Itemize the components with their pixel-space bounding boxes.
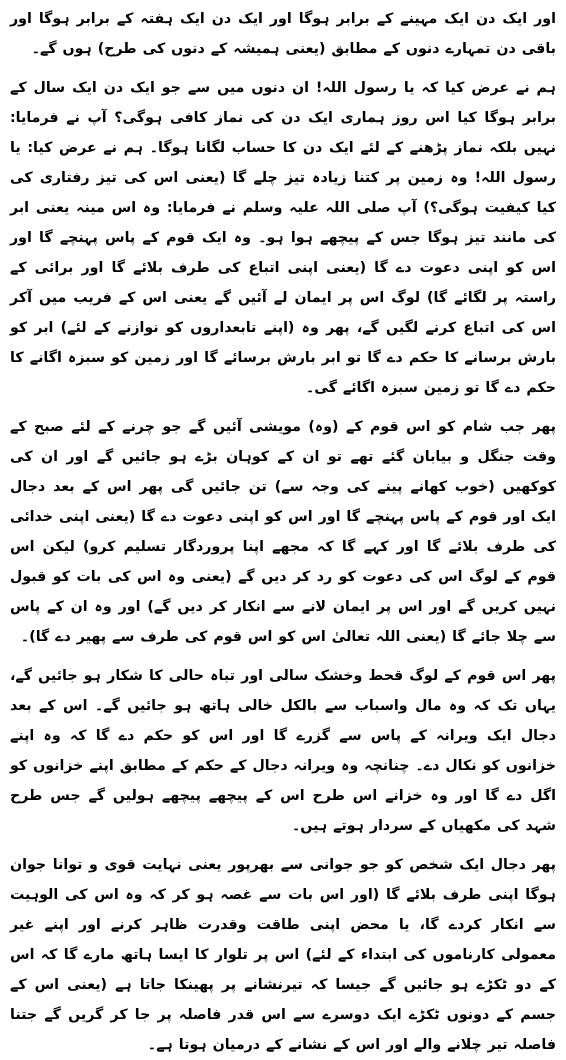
paragraph-1: اور ایک دن ایک مہینے کے برابر ہوگا اور ایک دن ایک ہفتہ کے برابر ہوگا اور باقی دن تمہارے دنوں کے مطابق (یعنی ہمیشہ کے دنوں کی طرح) ہوں گے۔ bbox=[10, 11, 556, 57]
paragraph-2: ہم نے عرض کیا کہ یا رسول اللہ! ان دنوں میں سے جو ایک دن ایک سال کے برابر ہوگا کیا اس روز ہماری ایک دن کی نماز کافی ہوگی؟ آپ نے فرمایا: نہیں بلکہ نماز پڑھنے کے لئے ایک دن کا حساب لگانا ہوگا۔ ہم نے عرض کیا: یا رسول اللہ! وہ زمین پر کتنا زیادہ تیز چلے گا (یعنی اس کی تیز رفتاری کی کیا کیفیت ہوگی؟) آپ صلی اللہ علیہ وسلم نے فرمایا: وہ اس مینہ یعنی ابر کی مانند تیز ہوگا جس کے پیچھے ہوا ہو۔ وہ ایک قوم کے پاس پہنچے گا اور اس کو اپنی دعوت دے گا (یعنی اپنی اتباع کی طرف بلائے گا اور برائی کے راستہ پر لگائے گا) لوگ اس پر ایمان لے آئیں گے یعنی اس کے فریب میں آکر اس کی اتباع کرنے لگیں گے، پھر وہ (اپنے تابعداروں کو نوازنے کے لئے) ابر کو بارش برسانے کا حکم دے گا تو ابر بارش برسائے گا اور زمین کو سبزہ اگانے کا حکم دے گا تو زمین سبزہ اگائے گی۔ bbox=[10, 80, 556, 396]
paragraph-3: پھر جب شام کو اس قوم کے (وہ) مویشی آئیں گے جو چرنے کے لئے صبح کے وقت جنگل و بیابان گئے تھے تو ان کے کوہان بڑے ہو جائیں گے اور ان کی کوکھیں (خوب کھانے پینے کی وجہ سے) تن جائیں گی پھر اس کے بعد دجال ایک اور قوم کے پاس پہنچے گا اور اس کو اپنی دعوت دے گا (یعنی اپنی خدائی کی طرف بلائے گا اور کہے گا کہ مجھے اپنا پروردگار تسلیم کرو) لیکن اس قوم کے لوگ اس کی دعوت کو رد کر دیں گے (یعنی وہ اس کی بات کو قبول نہیں کریں گے اور اس پر ایمان لانے سے انکار کر دیں گے) اور وہ ان کے پاس سے چلا جائے گا (یعنی اللہ تعالیٰ اس کو اس قوم کی طرف سے پھیر دے گا)۔ bbox=[10, 419, 556, 645]
paragraph-5: پھر دجال ایک شخص کو جو جوانی سے بھرپور یعنی نہایت قوی و توانا جوان ہوگا اپنی طرف بلائے گا (اور اس بات سے غصہ ہو کر کہ وہ اس کی الوہیت سے انکار کردے گا، یا محض اپنی طاقت وقدرت ظاہر کرنے اور اپنے غیر معمولی کارناموں کی ابتداء کے لئے) اس پر تلوار کا ایسا ہاتھ مارے گا کہ اس کے دو ٹکڑے ہو جائیں گے جیسا کہ تیرنشانے پر پھینکا جاتا ہے (یعنی اس کے جسم کے دونوں ٹکڑے ایک دوسرے سے اس قدر فاصلہ پر جا کر گریں گے جتنا فاصلہ تیر چلانے والے اور اس کے نشانے کے درمیان ہوتا ہے۔ bbox=[10, 857, 557, 1053]
document-page bbox=[10, 4, 557, 1053]
paragraph-4: پھر اس قوم کے لوگ قحط وخشک سالی اور تباہ حالی کا شکار ہو جائیں گے، یہاں تک کہ وہ مال واسباب سے بالکل خالی ہاتھ ہو جائیں گے۔ اس کے بعد دجال ایک ویرانہ کے پاس سے گزرے گا اور اس کو حکم دے گا کہ وہ اپنے خزانوں کو نکال دے۔ چنانچہ وہ ویرانہ دجال کے حکم کے مطابق اپنے خزانوں کو اگل دے گا اور وہ خزانے اس طرح اس کے پیچھے پیچھے ہولیں گے جس طرح شہد کی مکھیاں کے سردار ہوتے ہیں۔ bbox=[10, 668, 556, 834]
